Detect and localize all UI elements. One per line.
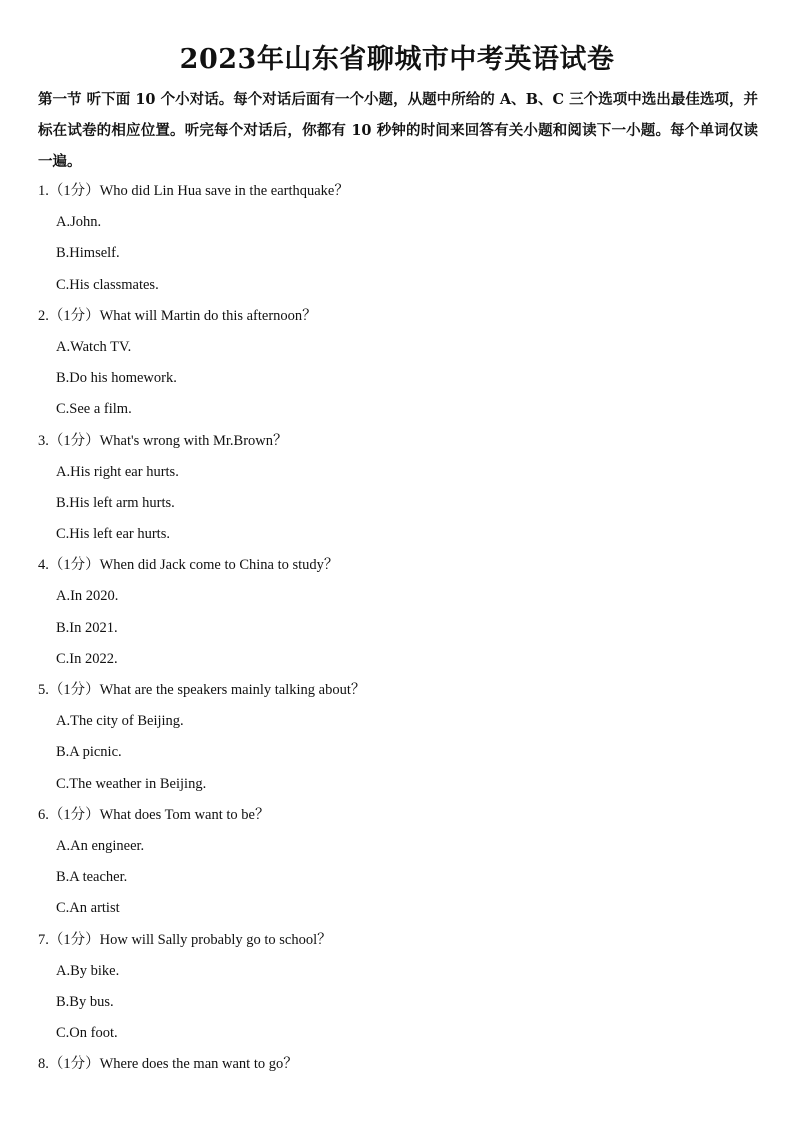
answer-option: A.In 2020.	[56, 588, 119, 605]
section-instructions: 第一节 听下面 10 个小对话。每个对话后面有一个小题，从题中所给的 A、B、C 三个选项中选出最佳选项，并标在试卷的相应位置。听完每个对话后，你都有 10 秒钟的时间来回答有关小题和阅读下一小题。每个单词仅读一遍。	[38, 91, 758, 170]
answer-option: C.His classmates.	[56, 276, 159, 293]
answer-option: B.A teacher.	[56, 869, 128, 886]
question-stem: 4.（1分）When did Jack come to China to study？	[38, 557, 339, 574]
exam-title: 2023年山东省聊城市中考英语试卷	[179, 44, 615, 75]
answer-option: A.By bike.	[56, 962, 120, 979]
answer-option: C.An artist	[56, 900, 120, 917]
question-stem: 6.（1分）What does Tom want to be？	[38, 806, 270, 823]
answer-option: C.In 2022.	[56, 650, 118, 667]
question-item	[38, 550, 758, 675]
answer-option: A.John.	[56, 214, 102, 231]
question-stem: 1.（1分）Who did Lin Hua save in the earthquake？	[38, 183, 349, 199]
answer-option: B.His left arm hurts.	[56, 494, 175, 511]
question-stem: 2.（1分）What will Martin do this afternoon？	[38, 307, 317, 324]
question-stem: 7.（1分）How will Sally probably go to school？	[38, 931, 332, 948]
question-stem: 8.（1分）Where does the man want to go？	[38, 1056, 298, 1073]
answer-option: A.The city of Beijing.	[56, 713, 184, 730]
answer-option: C.His left ear hurts.	[56, 526, 170, 543]
question-item	[38, 426, 758, 551]
answer-option: A.Watch TV.	[56, 338, 132, 355]
answer-option: C.See a film.	[56, 401, 132, 418]
question-item	[38, 800, 758, 925]
answer-option: B.Himself.	[56, 245, 120, 262]
answer-option: B.A picnic.	[56, 744, 122, 761]
question-item	[38, 301, 758, 426]
answer-option: C.On foot.	[56, 1025, 118, 1042]
question-item	[38, 176, 758, 301]
answer-option: B.In 2021.	[56, 619, 118, 636]
answer-option: C.The weather in Beijing.	[56, 775, 207, 792]
question-stem: 3.（1分）What's wrong with Mr.Brown？	[38, 432, 288, 449]
question-item	[38, 1049, 758, 1080]
answer-option: B.Do his homework.	[56, 370, 177, 387]
answer-option: A.An engineer.	[56, 837, 145, 854]
answer-option: A.His right ear hurts.	[56, 463, 179, 480]
question-list	[38, 176, 758, 1080]
question-item	[38, 925, 758, 1050]
question-stem: 5.（1分）What are the speakers mainly talking about？	[38, 682, 366, 698]
answer-option: B.By bus.	[56, 993, 114, 1010]
question-item	[38, 675, 758, 800]
